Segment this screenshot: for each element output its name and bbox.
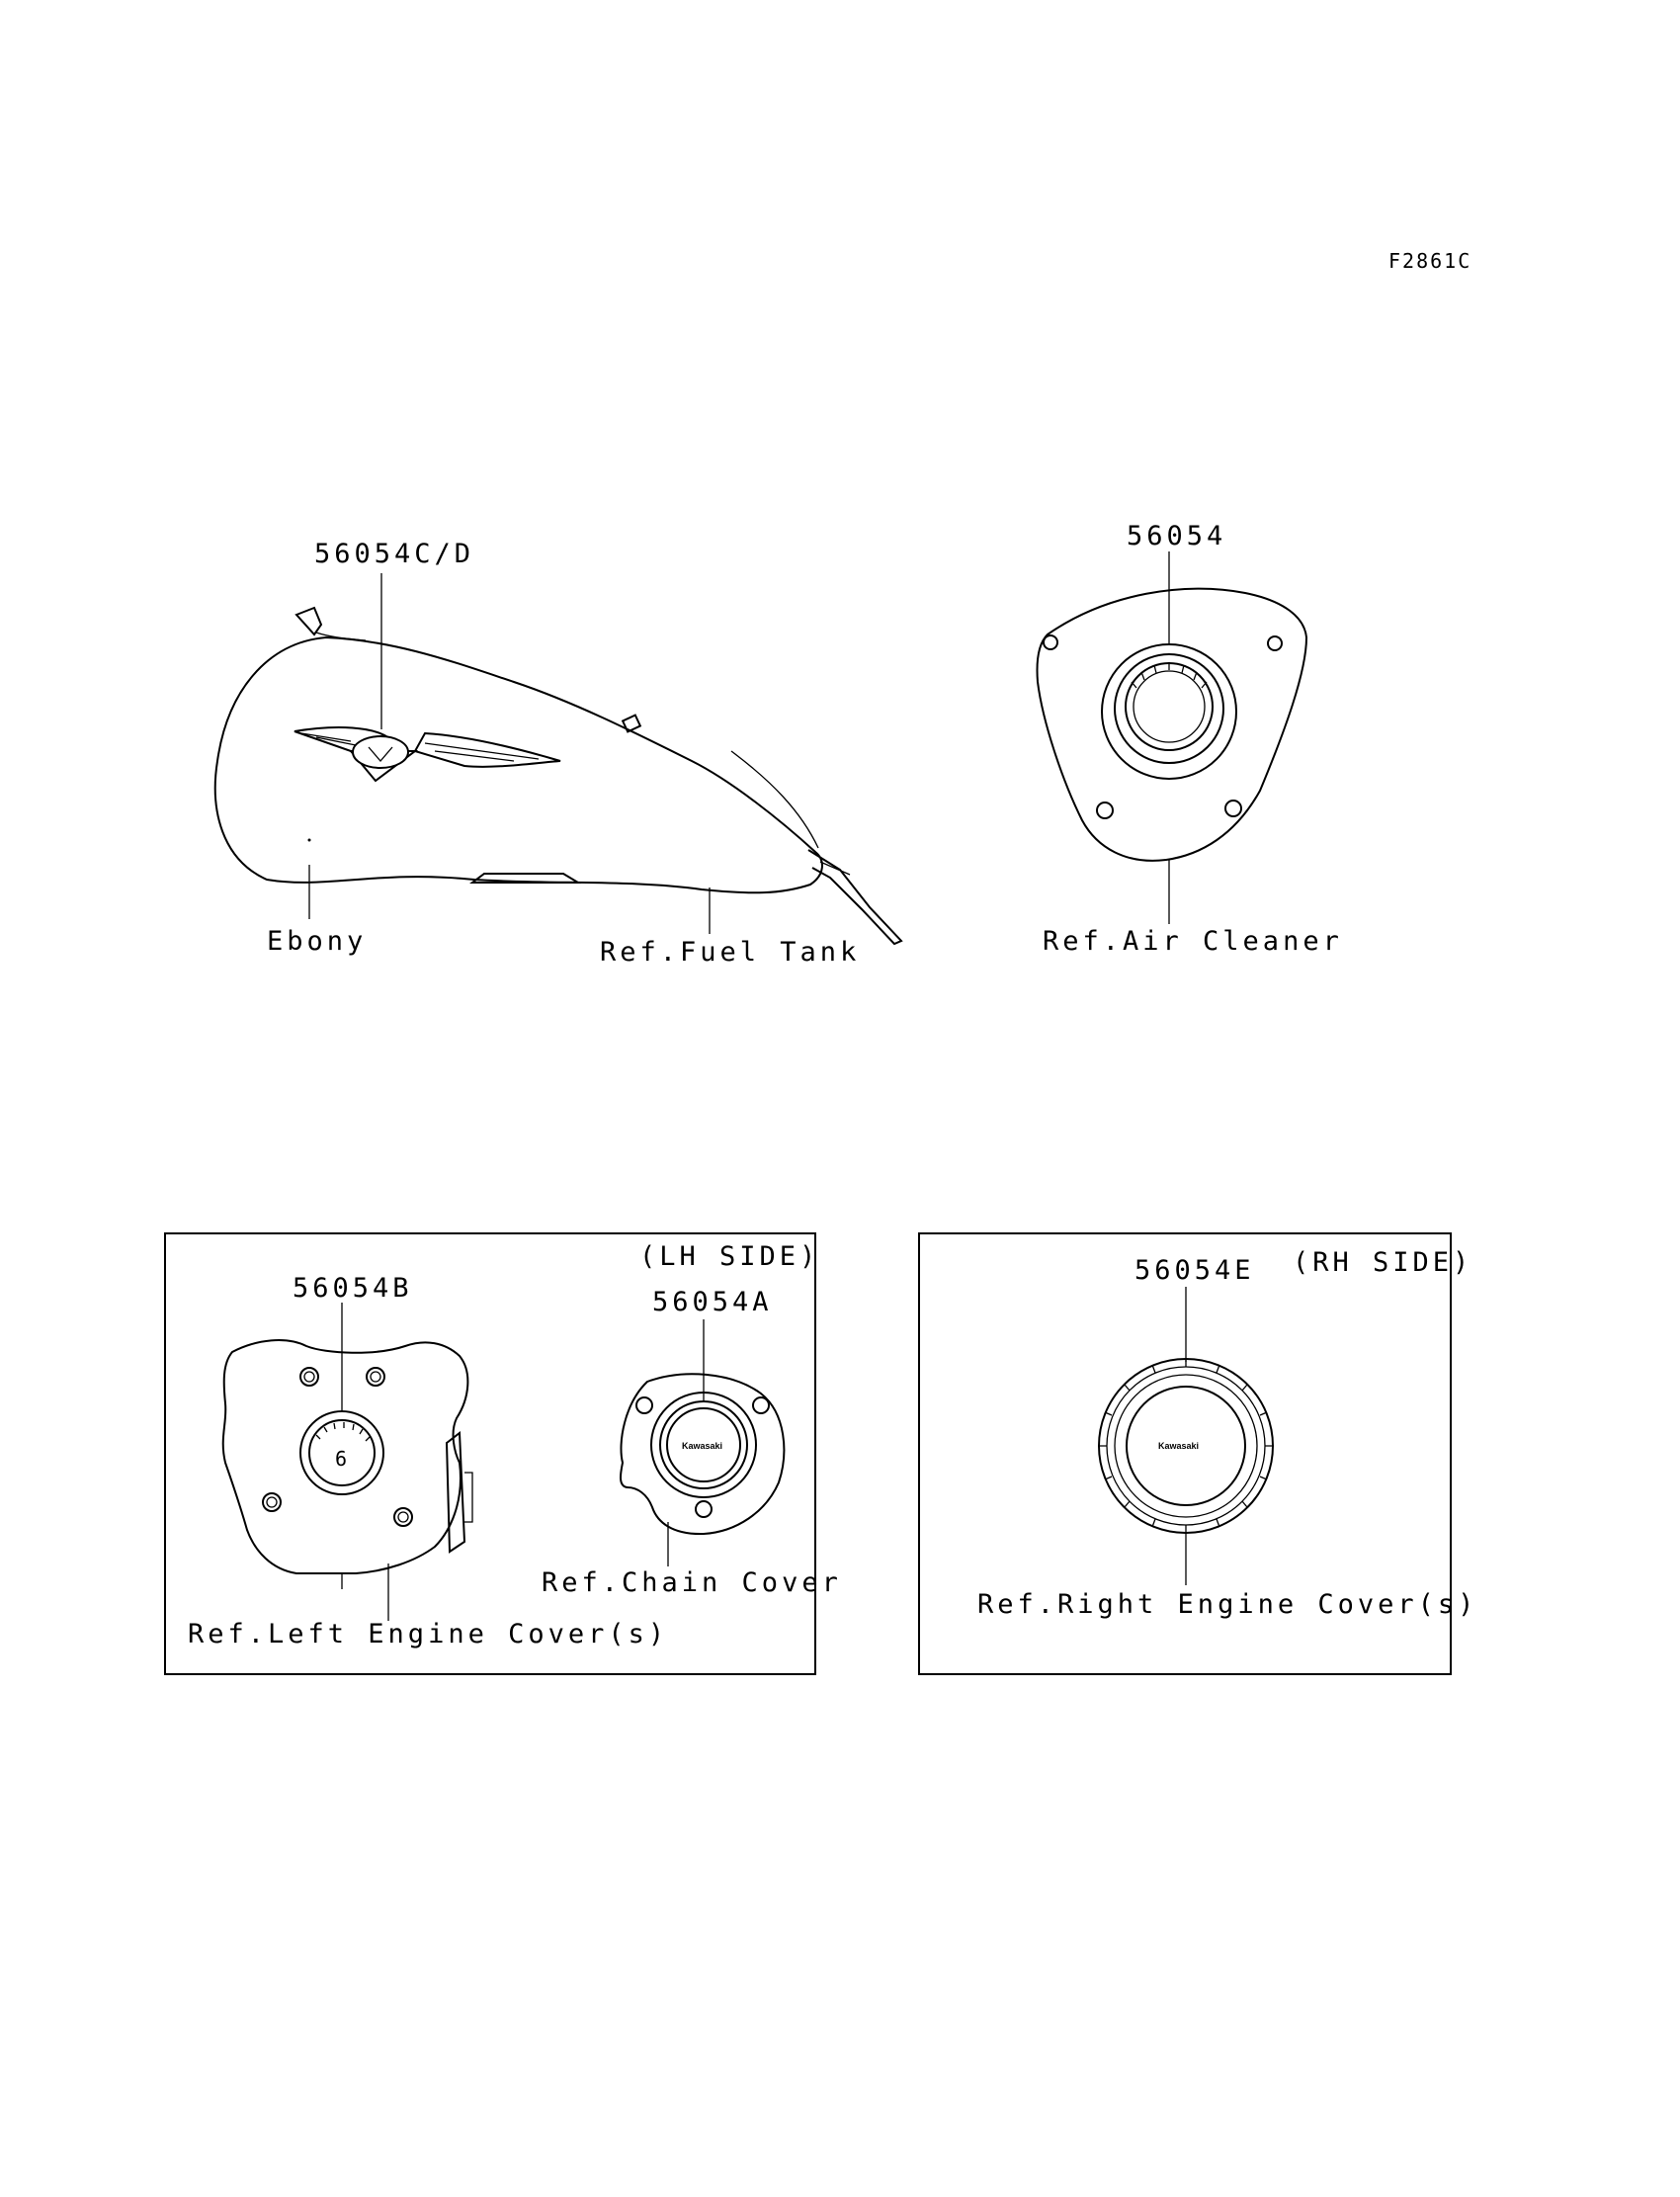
- part-number-56054A: 56054A: [652, 1287, 773, 1317]
- svg-text:Kawasaki: Kawasaki: [1158, 1441, 1200, 1451]
- part-number-56054B: 56054B: [293, 1273, 413, 1304]
- figure-code: F2861C: [1388, 249, 1472, 273]
- part-number-56054CD: 56054C/D: [314, 539, 475, 569]
- rh-side-title: (RH SIDE): [1293, 1247, 1473, 1278]
- tank-emblem: [294, 727, 560, 781]
- lh-side-title: (LH SIDE): [639, 1241, 820, 1272]
- label-ref-fuel-tank: Ref.Fuel Tank: [600, 937, 861, 968]
- part-number-56054: 56054: [1127, 521, 1227, 551]
- air-cleaner-illustration: [1037, 589, 1306, 861]
- label-ref-air-cleaner: Ref.Air Cleaner: [1043, 926, 1343, 957]
- svg-text:Kawasaki: Kawasaki: [682, 1441, 723, 1451]
- right-engine-cover-illustration: [1099, 1359, 1273, 1533]
- label-ebony: Ebony: [267, 926, 368, 957]
- label-ref-right-engine-cover: Ref.Right Engine Cover(s): [977, 1589, 1478, 1620]
- part-number-56054E: 56054E: [1134, 1255, 1255, 1286]
- label-ref-chain-cover: Ref.Chain Cover: [542, 1567, 842, 1598]
- label-ref-left-engine-cover: Ref.Left Engine Cover(s): [188, 1619, 669, 1649]
- fuel-tank-illustration: [215, 608, 901, 944]
- left-engine-cover-illustration: [223, 1340, 472, 1589]
- chain-cover-illustration: [621, 1374, 784, 1534]
- svg-text:6: 6: [335, 1447, 350, 1471]
